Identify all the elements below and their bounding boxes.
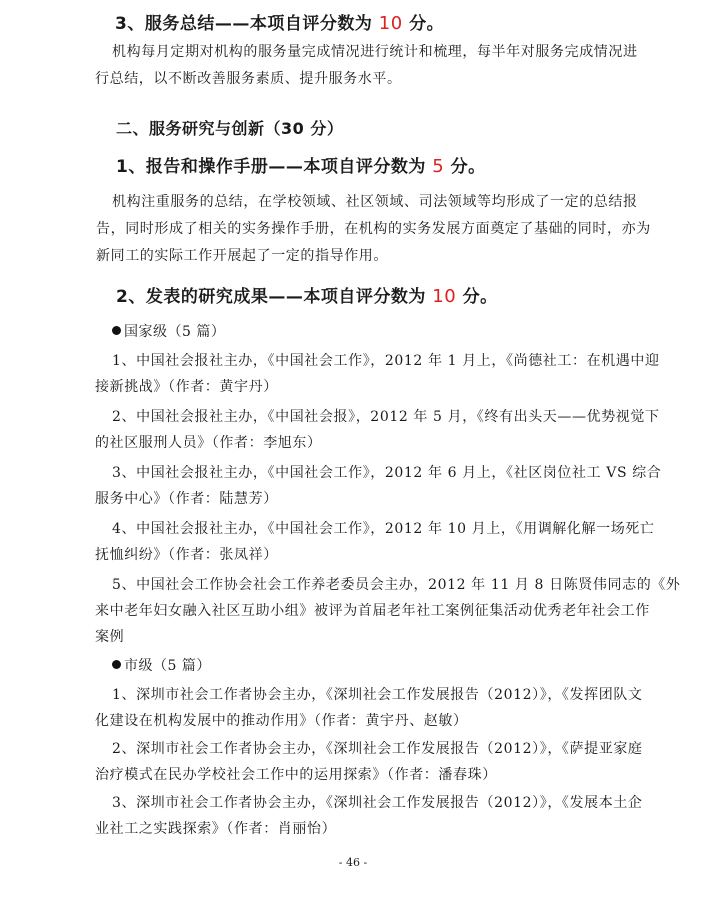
- national-item-2-line: 的社区服刑人员》（作者：李旭东）: [95, 435, 322, 451]
- subsection-2-title-suffix: 分。: [456, 287, 498, 307]
- section-3-title-prefix: 3、服务总结——本项自评分数为: [115, 14, 379, 34]
- national-level-heading: [112, 325, 225, 339]
- subsection-1-paragraph-line: 机构注重服务的总结，在学校领域、社区领域、司法领域等均形成了一定的总结报: [112, 194, 638, 210]
- national-item-2-line: 2、中国社会报社主办，《中国社会报》，2012 年 5 月，《终有出头天——优势视觉下: [112, 409, 660, 425]
- subsection-2-score: 10: [432, 286, 457, 307]
- national-item-5-line: 案例: [95, 629, 125, 645]
- bullet-icon: [112, 326, 121, 335]
- city-item-1-line: 化建设在机构发展中的推动作用》（作者：黄宇丹、赵敏）: [95, 713, 468, 729]
- city-item-2-line: 2、深圳市社会工作者协会主办，《深圳社会工作发展报告（2012）》，《萨提亚家庭: [112, 741, 643, 757]
- bullet-icon: [112, 660, 121, 669]
- subsection-1-heading: [116, 158, 486, 176]
- national-item-1-line: 接新挑战》（作者：黄宇丹）: [95, 379, 278, 395]
- city-item-3-line: 3、深圳市社会工作者协会主办，《深圳社会工作发展报告（2012）》，《发展本土企: [112, 795, 643, 811]
- subsection-1-paragraph-line: 告，同时形成了相关的实务操作手册，在机构的实务发展方面奠定了基础的同时，亦为: [96, 221, 651, 237]
- city-level-label: 市级（5 篇）: [124, 658, 211, 674]
- section-3-title-suffix: 分。: [402, 14, 445, 34]
- subsection-2-heading: [116, 288, 498, 306]
- national-item-4-line: 抚恤纠纷》（作者：张凤祥）: [95, 547, 278, 563]
- section-2-heading: 二、服务研究与创新（30 分）: [116, 119, 344, 138]
- subsection-1-score: 5: [432, 156, 445, 177]
- subsection-2-title-prefix: 2、发表的研究成果——本项自评分数为: [116, 287, 433, 307]
- section-3-score: 10: [378, 13, 403, 34]
- subsection-1-paragraph-line: 新同工的实际工作开展起了一定的指导作用。: [96, 248, 388, 264]
- city-item-3-line: 业社工之实践探索》（作者：肖丽怡）: [95, 821, 337, 837]
- section-3-paragraph-line: 行总结，以不断改善服务素质、提升服务水平。: [95, 71, 402, 87]
- national-level-label: 国家级（5 篇）: [124, 324, 226, 340]
- section-3-heading: [115, 15, 444, 33]
- city-level-heading: [112, 659, 211, 673]
- page-number: - 46 -: [338, 856, 368, 869]
- national-item-4-line: 4、中国社会报社主办，《中国社会工作》，2012 年 10 月上，《用调解化解一场死亡: [112, 521, 655, 537]
- national-item-3-line: 3、中国社会报社主办，《中国社会工作》，2012 年 6 月上，《社区岗位社工 VS 综合: [112, 465, 662, 481]
- subsection-1-title-prefix: 1、报告和操作手册——本项自评分数为: [116, 157, 433, 177]
- city-item-1-line: 1、深圳市社会工作者协会主办，《深圳社会工作发展报告（2012）》，《发挥团队文: [112, 687, 643, 703]
- national-item-1-line: 1、中国社会报社主办，《中国社会工作》，2012 年 1 月上，《尚德社工：在机遇中迎: [112, 353, 660, 369]
- national-item-5-line: 来中老年妇女融入社区互助小组》被评为首届老年社工案例征集活动优秀老年社会工作: [95, 603, 650, 619]
- city-item-2-line: 治疗模式在民办学校社会工作中的运用探索》（作者：潘春珠）: [95, 767, 497, 783]
- subsection-1-title-suffix: 分。: [444, 157, 486, 177]
- section-3-paragraph-line: 机构每月定期对机构的服务量完成情况进行统计和梳理，每半年对服务完成情况进: [112, 44, 638, 60]
- national-item-3-line: 服务中心》（作者：陆慧芳）: [95, 491, 278, 507]
- national-item-5-line: 5、中国社会工作协会社会工作养老委员会主办，2012 年 11 月 8 日陈贤伟同志的《外: [112, 577, 681, 593]
